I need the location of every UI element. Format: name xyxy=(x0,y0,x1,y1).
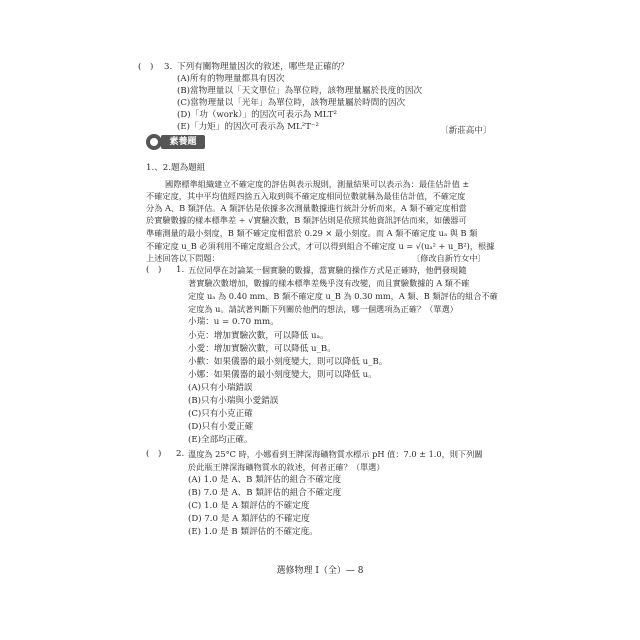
q1-number: 1. xyxy=(176,265,185,275)
q1-statement: 小歡：如果儀器的最小刻度變大，則可以降低 u_B。 xyxy=(188,357,388,367)
passage-source: 〔修改自新竹女中〕 xyxy=(412,253,486,263)
q3-option-a: (A)所有的物理量都具有因次 xyxy=(177,74,285,84)
q1-line: 五位同學在討論某一個實驗的數據，當實驗的操作方式是正確時，他們發現隨 xyxy=(188,265,467,275)
q2-number: 2. xyxy=(176,449,185,459)
q1-option-e: (E)全部均正確。 xyxy=(188,435,253,445)
q3-number: 3. xyxy=(164,62,173,72)
q3-option-b: (B)當物理量以「天文單位」為單位時，該物理量屬於長度的因次 xyxy=(177,86,423,96)
q1-statement: 小瑞：u = 0.70 mm。 xyxy=(188,317,279,327)
q3-paren: ( ) xyxy=(138,62,154,72)
passage-line: 準確測量的最小刻度，B 類不確定度相當於 0.29 × 最小刻度。而 A 類不確定度 uₐ 與 B 類 xyxy=(146,228,478,238)
passage-line: 於實驗數據的樣本標準差 ÷ √實驗次數，B 類評估則是依照其他資訊評估而來，如儀器可 xyxy=(146,215,467,225)
q1-option-a: (A)只有小瑞錯誤 xyxy=(188,383,253,393)
group-label: 1.、2.題為題組 xyxy=(146,163,206,173)
q2-paren: ( ) xyxy=(146,449,162,459)
q2-option-c: (C) 1.0 是 A 類評估的不確定度 xyxy=(188,501,310,511)
q1-statement: 小愛：增加實驗次數，可以降低 u_B。 xyxy=(188,344,336,354)
passage-line: 國際標準組織建立不確定度的評估與表示規則，測量結果可以表示為：最佳估計值 ± xyxy=(165,179,470,189)
q1-line: 著實驗次數增加，數據的樣本標準差幾乎沒有改變，而且實驗數據的 A 類不確 xyxy=(188,278,470,288)
q2-option-b: (B) 7.0 是 A、B 類評估的組合不確定度 xyxy=(188,488,342,498)
q1-line: 定度 uₐ 為 0.40 mm、B 類不確定度 u_B 為 0.30 mm，A 類、B 類評估的組合不確 xyxy=(188,291,498,301)
q3-stem: 下列有關物理量因次的敘述，哪些是正確的？ xyxy=(177,62,349,72)
section-circle-icon xyxy=(146,134,162,150)
passage-line: 分為 A、B 類評估。A 類評估是依據多次測量數據進行統計分析而來，A 類不確定度相當 xyxy=(146,203,467,213)
q1-statement: 小娜：如果儀器的最小刻度變大，則可以降低 u。 xyxy=(188,370,377,380)
q2-line: 溫度為 25°C 時，小娜看到王牌深海礦物質水標示 pH 值：7.0 ± 1.0，則下列關 xyxy=(188,449,483,459)
q1-option-c: (C)只有小克正確 xyxy=(188,409,253,419)
section-title: 素養題 xyxy=(161,135,205,149)
page-number: 選修物理 I（全）— 8 xyxy=(276,566,364,576)
q3-source: 〔新莊高中〕 xyxy=(440,126,492,136)
q2-option-a: (A) 1.0 是 A、B 類評估的組合不確定度 xyxy=(188,475,342,485)
q2-option-e: (E) 1.0 是 B 類評估的不確定度。 xyxy=(188,527,318,537)
passage-line: 上述回答以下問題： xyxy=(146,253,220,263)
q2-line: 於此瓶王牌深海礦物質水的敘述，何者正確？（單選） xyxy=(188,462,385,472)
q1-paren: ( ) xyxy=(146,265,162,275)
q3-option-e: (E)「力矩」的因次可表示為 ML²T⁻² xyxy=(177,122,319,132)
passage-line: 不確定度 u_B 必須利用不確定度組合公式，才可以得到組合不確定度 u = √(uₐ² + u_B²)，根據 xyxy=(146,241,495,251)
q3-option-c: (C)當物理量以「光年」為單位時，該物理量屬於時間的因次 xyxy=(177,98,406,108)
q3-option-d: (D)「功（work）」的因次可表示為 MLT² xyxy=(177,110,337,120)
q1-statement: 小克：增加實驗次數，可以降低 uₐ。 xyxy=(188,331,329,341)
section-header xyxy=(146,134,206,150)
q1-option-b: (B)只有小瑞與小愛錯誤 xyxy=(188,396,279,406)
q1-option-d: (D)只有小愛正確 xyxy=(188,422,254,432)
q2-option-d: (D) 7.0 是 A 類評估的不確定度 xyxy=(188,514,310,524)
passage-line: 不確定度，其中平均值經四捨五入取到與不確定度相同位數就稱為最佳估計值，不確定度 xyxy=(146,191,466,201)
q1-line: 定度為 u。請試著判斷下列關於他們的想法，哪一個選項為正確？（單選） xyxy=(188,304,458,314)
